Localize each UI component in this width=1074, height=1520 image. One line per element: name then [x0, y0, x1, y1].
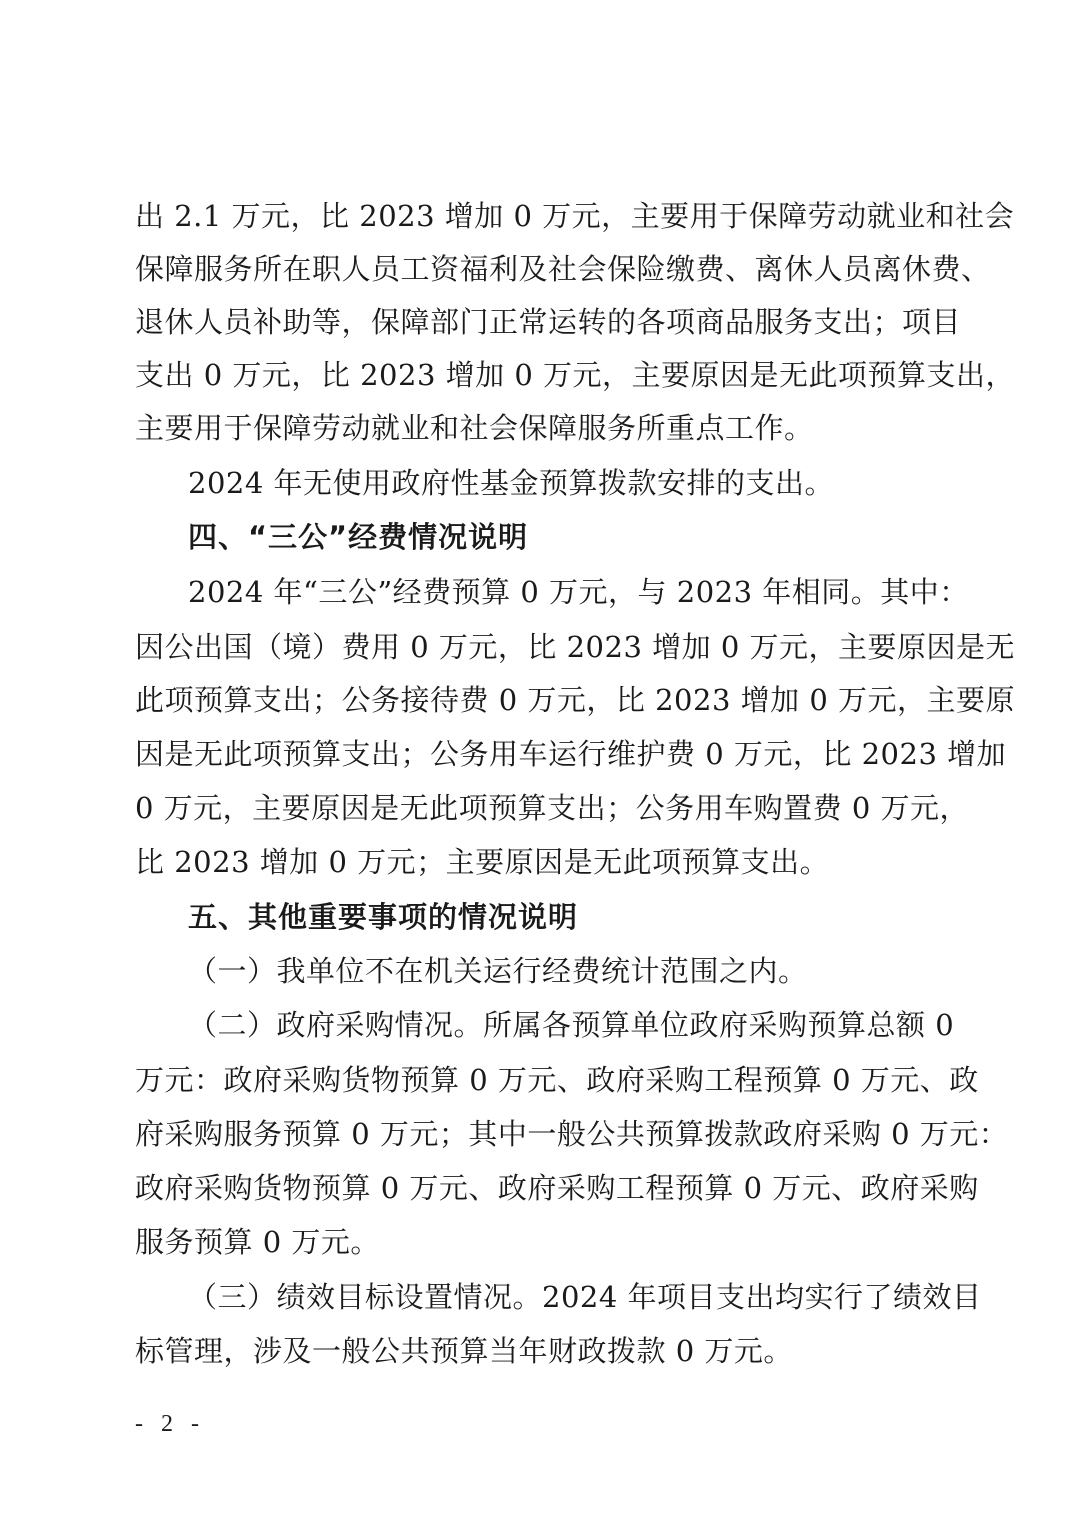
- paragraph-1-line-2: 保障服务所在职人员工资福利及社会保险缴费、离休人员离休费、: [135, 252, 991, 286]
- paragraph-3-line-6: 比 2023 增加 0 万元；主要原因是无此项预算支出。: [135, 845, 830, 879]
- paragraph-5-line-2: 万元：政府采购货物预算 0 万元、政府采购工程预算 0 万元、政: [135, 1063, 979, 1097]
- paragraph-1-line-4: 支出 0 万元，比 2023 增加 0 万元，主要原因是无此项预算支出，: [135, 358, 1016, 392]
- section-heading-4: 四、“三公”经费情况说明: [188, 520, 529, 554]
- paragraph-3-line-3: 此项预算支出；公务接待费 0 万元，比 2023 增加 0 万元，主要原: [135, 683, 1016, 717]
- paragraph-1-line-3: 退休人员补助等，保障部门正常运转的各项商品服务支出；项目: [135, 305, 962, 339]
- paragraph-3-line-5: 0 万元，主要原因是无此项预算支出；公务用车购置费 0 万元，: [135, 791, 970, 825]
- paragraph-5-line-3: 府采购服务预算 0 万元；其中一般公共预算拨款政府采购 0 万元：: [135, 1117, 1009, 1151]
- paragraph-6-line-1: （三）绩效目标设置情况。2024 年项目支出均实行了绩效目: [188, 1280, 982, 1314]
- paragraph-5-line-4: 政府采购货物预算 0 万元、政府采购工程预算 0 万元、政府采购: [135, 1171, 979, 1205]
- paragraph-4-line-1: （一）我单位不在机关运行经费统计范围之内。: [188, 954, 808, 988]
- paragraph-1-line-1: 出 2.1 万元，比 2023 增加 0 万元，主要用于保障劳动就业和社会: [135, 199, 1015, 233]
- paragraph-5-line-1: （二）政府采购情况。所属各预算单位政府采购预算总额 0: [188, 1008, 955, 1042]
- paragraph-1-line-5: 主要用于保障劳动就业和社会保障服务所重点工作。: [135, 411, 814, 445]
- paragraph-3-line-1: 2024 年“三公”经费预算 0 万元，与 2023 年相同。其中：: [188, 575, 969, 609]
- paragraph-2-line-1: 2024 年无使用政府性基金预算拨款安排的支出。: [188, 466, 835, 500]
- paragraph-5-line-5: 服务预算 0 万元。: [135, 1225, 380, 1259]
- paragraph-3-line-4: 因是无此项预算支出；公务用车运行维护费 0 万元，比 2023 增加: [135, 737, 1007, 771]
- page-number: - 2 -: [135, 1411, 205, 1437]
- paragraph-6-line-2: 标管理，涉及一般公共预算当年财政拨款 0 万元。: [135, 1334, 793, 1368]
- section-heading-5: 五、其他重要事项的情况说明: [188, 900, 579, 934]
- paragraph-3-line-2: 因公出国（境）费用 0 万元，比 2023 增加 0 万元，主要原因是无: [135, 630, 1016, 664]
